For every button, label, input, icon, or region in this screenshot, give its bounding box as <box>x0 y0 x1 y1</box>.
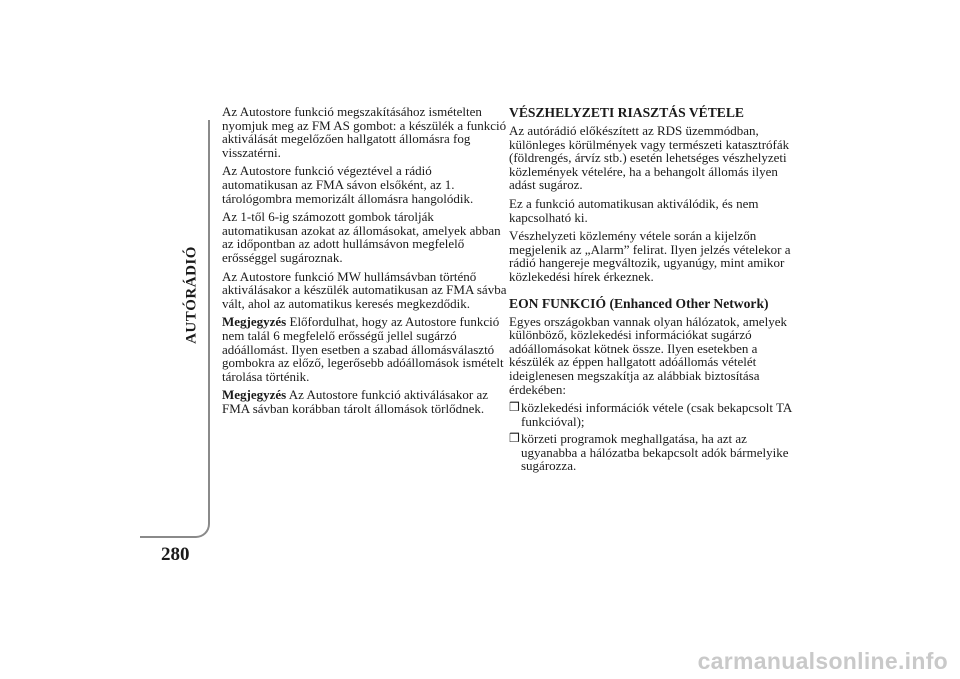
note-label: Megjegyzés <box>222 387 287 403</box>
list-item-text: közlekedési információk vétele (csak bekapcsolt TA funkcióval); <box>521 400 792 429</box>
list-item <box>509 432 794 473</box>
list-item <box>509 401 794 428</box>
checkbox-bullet-icon: ❒ <box>509 431 520 446</box>
paragraph: Egyes országokban vannak olyan hálózatok, amelyek különböző, közlekedési információkat sugárzó adóállomásokat kötnek össze. Ilyen esetekben a készülék az éppen hallgatott adóállomás vételét ideiglenesen megszakítja az alábbiak biztosítása érdekében: <box>509 313 787 397</box>
paragraph: Az Autostore funkció MW hullámsávban történő aktiválásakor a készülék automatikusan az FMA sávba vált, ahol az automatikus keresés megkezdődik. <box>222 268 507 311</box>
paragraph: Vészhelyzeti közlemény vétele során a kijelzőn megjelenik az „Alarm” felirat. Ilyen jelzés vételekor a rádió hangereje megváltozik, ugyanúgy, mint amikor közlekedési hírek érkeznek. <box>509 228 791 284</box>
left-column <box>222 105 507 420</box>
checkbox-bullet-icon: ❒ <box>509 400 520 415</box>
page-number: 280 <box>161 544 190 565</box>
paragraph: Az 1-től 6-ig számozott gombok tárolják automatikusan azokat az állomásokat, amelyek abban az időpontban az adott hullámsávon megfelelő erősséggel sugároznak. <box>222 209 501 265</box>
note-label: Megjegyzés <box>222 314 287 330</box>
note-text: Az Autostore funkció aktiválásakor az FMA sávban korábban tárolt állomások törlődnek. <box>222 387 489 416</box>
note-paragraph <box>222 388 507 415</box>
right-column <box>509 105 794 477</box>
list-item-text: körzeti programok meghallgatása, ha azt az ugyanabba a hálózatba bekapcsolt adók bármelyike sugározza. <box>521 431 789 474</box>
paragraph: Az Autostore funkció végeztével a rádió automatikusan az FMA sávon elsőként, az 1. tárológombra memorizált állomásra hangolódik. <box>222 163 474 206</box>
watermark-text: carmanualsonline.info <box>697 648 948 674</box>
section-heading-emergency: VÉSZHELYZETI RIASZTÁS VÉTELE <box>509 105 744 120</box>
note-text: Előfordulhat, hogy az Autostore funkció nem talál 6 megfelelő erősségű jellel sugárzó adóállomást. Ilyen esetben a szabad állomásválasztó gombokra az előző, legerősebb adóállomások ismételt tárolása történik. <box>222 314 504 384</box>
paragraph: Ez a funkció automatikusan aktiválódik, és nem kapcsolható ki. <box>509 195 759 225</box>
section-heading-eon: EON FUNKCIÓ (Enhanced Other Network) <box>509 295 769 311</box>
paragraph: Az Autostore funkció megszakításához ismételten nyomjuk meg az FM AS gombot: a készülék a funkció aktiválását megelőzően hallgatott állomásra fog visszatérni. <box>222 104 507 160</box>
section-side-label: AUTÓRÁDIÓ <box>183 246 200 344</box>
bullet-list <box>509 401 794 473</box>
paragraph: Az autórádió előkészített az RDS üzemmódban, különleges körülmények vagy természeti katasztrófák (földrengés, árvíz stb.) esetén lehetséges vészhelyzeti közlemények vételére, ha a behangolt állomás ilyen adást sugároz. <box>509 123 790 193</box>
note-paragraph <box>222 315 507 383</box>
